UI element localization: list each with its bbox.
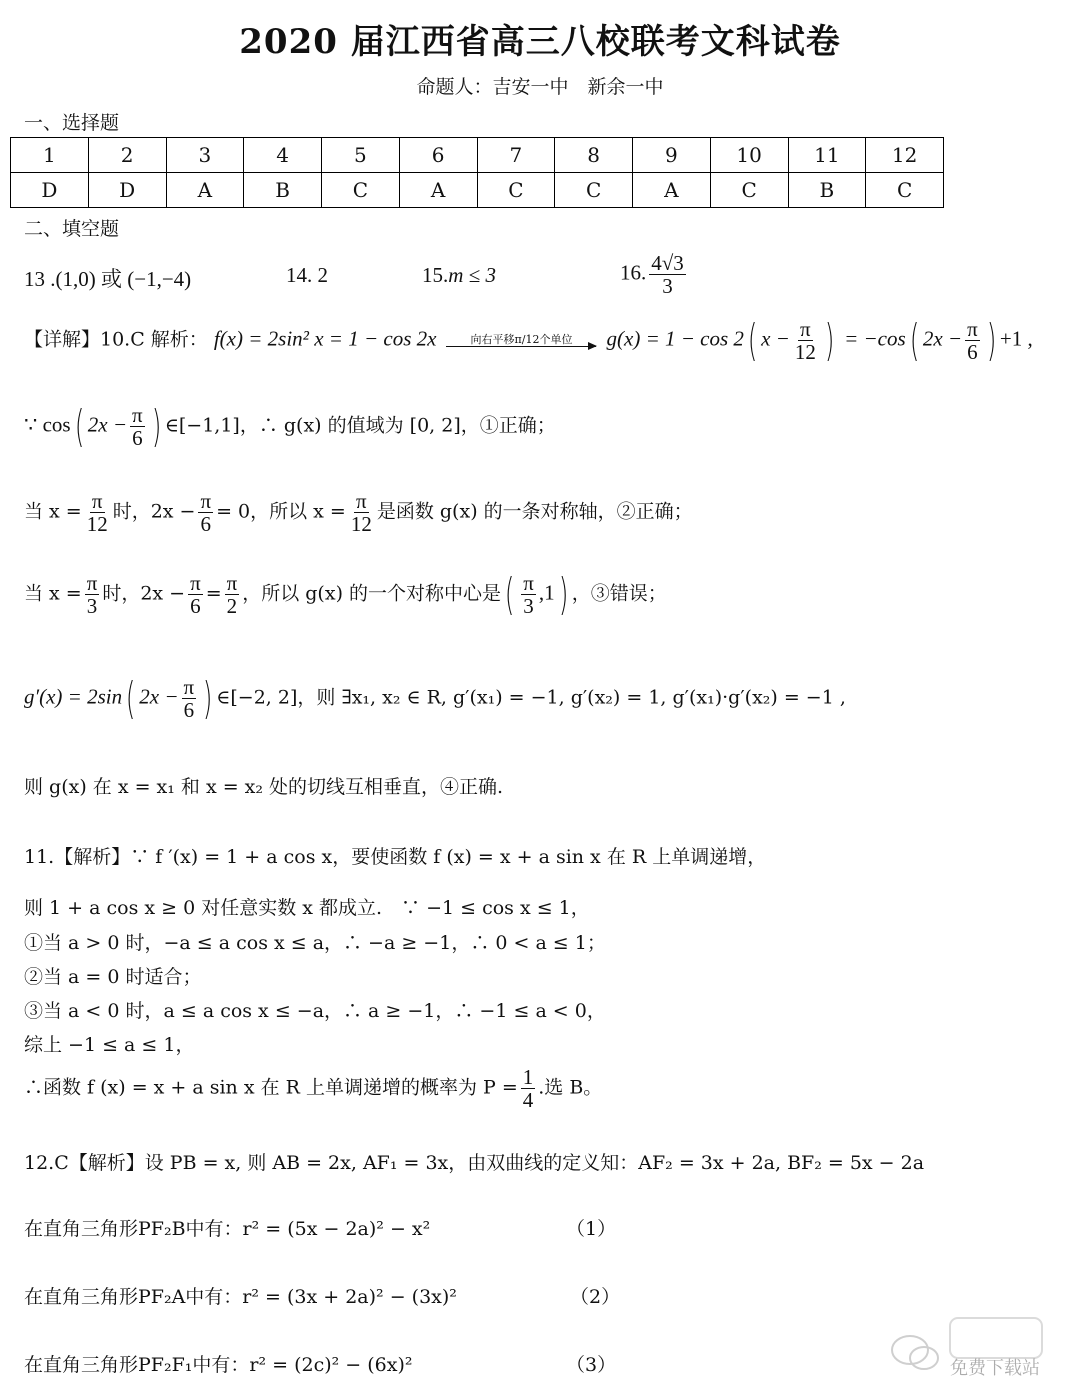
detail10-l4-frac1 — [85, 572, 100, 617]
detail12-line3 — [24, 1282, 457, 1309]
answer-q15-prefix: 15. — [422, 263, 449, 287]
left-paren-icon: ( — [909, 314, 919, 366]
detail10-line6: 则 g(x) 在 x = x₁ 和 x = x₂ 处的切线互相垂直，④正确. — [24, 776, 504, 798]
answer-table-answer-cell: C — [477, 173, 555, 208]
answer-table-number-cell: 8 — [555, 138, 633, 173]
detail10-l3-a: 当 x = — [24, 500, 82, 523]
frac-num: π — [183, 675, 195, 699]
frac-num: π — [86, 571, 98, 595]
right-paren-icon: ) — [824, 314, 835, 366]
detail10-l4-frac4 — [521, 572, 536, 617]
answer-q16 — [620, 252, 689, 297]
answer-table-number-cell: 2 — [88, 138, 166, 173]
answer-table-answer-cell: C — [710, 173, 788, 208]
section-choice: 一、选择题 — [24, 112, 120, 134]
frac-num: π — [132, 403, 143, 427]
right-paren-icon: ) — [202, 672, 213, 724]
detail10-frac-pi6 — [965, 318, 980, 363]
answer-q16-fraction — [649, 252, 686, 297]
answer-table-answer-cell: D — [88, 173, 166, 208]
answer-table-number-cell: 3 — [166, 138, 244, 173]
detail10-l3-c: = 0，所以 x = — [216, 500, 346, 523]
frac-den: 4 — [522, 1088, 534, 1113]
detail10-g-expr-b: = −cos — [844, 326, 906, 351]
detail10-l5-b: ∈[−2, 2]，则 ∃x₁, x₂ ∈ R, g′(x₁) = −1, g′(x₂) = 1, g′(x₁)·g′(x₂) = −1 , — [216, 686, 846, 709]
answer-table-answer-cell: C — [322, 173, 400, 208]
detail10-label: 【详解】10.C 解析： — [24, 328, 208, 351]
frac-num: π — [91, 489, 103, 513]
detail10-line1 — [24, 314, 1033, 366]
detail10-l2-b: ∈[−1,1]，∴ g(x) 的值域为 [0, 2]，①正确； — [164, 414, 556, 437]
frac-num: π — [523, 571, 534, 595]
detail10-line4 — [24, 568, 667, 620]
detail10-l4-f: ，③错误； — [571, 582, 667, 605]
detail10-f-expr: f(x) = 2sin² x = 1 − cos 2x — [213, 326, 437, 351]
right-paren-icon: ) — [151, 400, 161, 452]
answer-q13: 13 .(1,0) 或 (−1,−4) — [24, 267, 192, 291]
frac-den: 3 — [523, 594, 534, 619]
detail11-line4: ②当 a = 0 时适合； — [24, 966, 202, 988]
detail12-l4-number: （3） — [566, 1354, 617, 1376]
frac-num: π — [967, 317, 978, 341]
frac-den: 6 — [200, 512, 212, 537]
left-paren-icon: ( — [504, 568, 515, 620]
detail10-l3-b: 时，2x − — [112, 500, 196, 523]
detail10-l5-a: g′(x) = 2sin — [24, 684, 123, 709]
answer-table-answer-cell: B — [244, 173, 322, 208]
detail10-l2-a: ∵ cos — [24, 412, 71, 437]
detail12-line1: 12.C【解析】设 PB = x, 则 AB = 2x, AF₁ = 3x，由双曲线的定义知：AF₂ = 3x + 2a, BF₂ = 5x − 2a — [24, 1152, 925, 1174]
left-paren-icon: ( — [125, 672, 136, 724]
answer-table-number-cell: 12 — [866, 138, 944, 173]
detail11-l7-frac — [521, 1066, 536, 1111]
detail11-l7-b: .选 B。 — [538, 1076, 603, 1099]
detail10-l3-frac1 — [85, 490, 110, 535]
frac-den: 12 — [794, 340, 816, 365]
left-paren-icon: ( — [747, 314, 758, 366]
answer-table-answer-cell: D — [11, 173, 89, 208]
section-fill: 二、填空题 — [24, 218, 120, 240]
answer-table-answer-cell: A — [166, 173, 244, 208]
answer-table-answer-cell: A — [399, 173, 477, 208]
detail10-l3-frac2 — [198, 490, 213, 535]
detail12-l2-number: （1） — [566, 1218, 617, 1240]
right-paren-icon: ) — [986, 314, 997, 366]
detail10-line3 — [24, 490, 693, 535]
answer-q15-value: m ≤ 3 — [448, 263, 496, 287]
frac-den: 12 — [350, 512, 372, 537]
detail10-arrow-label: 向右平移π/12个单位 — [470, 332, 573, 346]
answer-table-number-cell: 6 — [399, 138, 477, 173]
answer-table-answer-cell: A — [633, 173, 711, 208]
frac-num: π — [800, 317, 811, 341]
detail10-l4-frac2 — [188, 572, 203, 617]
frac-num: π — [190, 571, 201, 595]
detail12-line2 — [24, 1214, 430, 1241]
answer-table-answer-cell: C — [866, 173, 944, 208]
detail10-g-inner: x − — [761, 326, 790, 351]
right-paren-icon: ) — [558, 568, 568, 620]
left-paren-icon: ( — [74, 400, 84, 452]
detail10-l4-e: ,1 — [538, 580, 555, 605]
answer-table-answer-row — [11, 173, 944, 208]
detail11-line7 — [24, 1066, 602, 1111]
detail10-l5-inner: 2x − — [139, 684, 179, 709]
detail12-l3-text: 在直角三角形PF₂A中有：r² = (3x + 2a)² − (3x)² — [24, 1286, 457, 1308]
detail10-l2-frac — [130, 404, 145, 449]
detail10-line5 — [24, 672, 846, 724]
frac-num: π — [200, 489, 212, 513]
detail12-line4 — [24, 1350, 413, 1377]
frac-den: 6 — [132, 426, 143, 451]
detail12-l4-text: 在直角三角形PF₂F₁中有：r² = (2c)² − (6x)² — [24, 1354, 413, 1376]
detail10-g-expr-a: g(x) = 1 − cos 2 — [606, 326, 744, 351]
frac-den: 3 — [86, 594, 98, 619]
answer-q16-denominator: 3 — [662, 274, 673, 299]
detail10-l4-a: 当 x = — [24, 582, 82, 605]
detail12-l3-number: （2） — [570, 1286, 621, 1308]
frac-den: 6 — [183, 698, 195, 723]
page-subtitle: 命题人：吉安一中 新余一中 — [416, 76, 664, 98]
detail10-line2 — [24, 400, 556, 452]
answer-table-number-cell: 9 — [633, 138, 711, 173]
detail10-l4-b: 时，2x − — [102, 582, 186, 605]
answer-table-answer-cell: C — [555, 173, 633, 208]
frac-num: π — [356, 489, 367, 513]
detail10-frac-pi12 — [793, 318, 818, 363]
answer-q16-prefix: 16. — [620, 260, 647, 285]
detail10-l3-d: 是函数 g(x) 的一条对称轴，②正确； — [376, 500, 693, 523]
detail10-shift-arrow — [446, 334, 596, 347]
detail10-l4-d: ，所以 g(x) 的一个对称中心是 — [242, 582, 502, 605]
answer-table-number-cell: 5 — [322, 138, 400, 173]
answer-table-number-cell: 11 — [788, 138, 866, 173]
page-title: 2020 届江西省高三八校联考文科试卷 — [239, 22, 841, 62]
frac-num: π — [226, 571, 238, 595]
watermark-text: 免费下载站 — [950, 1358, 1040, 1379]
answer-table-number-cell: 10 — [710, 138, 788, 173]
frac-den: 12 — [86, 512, 108, 537]
detail11-l7-a: ∴函数 f (x) = x + a sin x 在 R 上单调递增的概率为 P = — [24, 1076, 518, 1099]
answer-table-number-cell: 1 — [11, 138, 89, 173]
answer-table-number-cell: 4 — [244, 138, 322, 173]
detail11-line1: 11.【解析】∵ f ′(x) = 1 + a cos x，要使函数 f (x) = x + a sin x 在 R 上单调递增， — [24, 846, 767, 868]
detail10-l4-c: = — [205, 582, 222, 605]
detail11-line5: ③当 a < 0 时，a ≤ a cos x ≤ −a，∴ a ≥ −1，∴ −1 ≤ a < 0， — [24, 1000, 606, 1022]
answer-table-answer-cell: B — [788, 173, 866, 208]
detail11-line3: ①当 a > 0 时，−a ≤ a cos x ≤ a，∴ −a ≥ −1，∴ 0 < a ≤ 1； — [24, 932, 606, 954]
detail10-l5-frac — [182, 676, 197, 721]
answer-q14: 14. 2 — [286, 263, 328, 287]
detail11-line6: 综上 −1 ≤ a ≤ 1， — [24, 1034, 195, 1056]
right-arrow-icon — [446, 346, 596, 347]
answer-table-number-cell: 7 — [477, 138, 555, 173]
answer-table — [10, 137, 944, 208]
answer-table-number-row — [11, 138, 944, 173]
detail11-line2: 则 1 + a cos x ≥ 0 对任意实数 x 都成立. ∵ −1 ≤ cos x ≤ 1， — [24, 897, 590, 919]
detail10-l4-frac3 — [225, 572, 240, 617]
detail10-g-inner2: 2x − — [922, 326, 963, 351]
frac-den: 6 — [967, 340, 978, 365]
answer-q16-numerator: 4√3 — [651, 251, 684, 275]
frac-den: 2 — [226, 594, 238, 619]
frac-den: 6 — [190, 594, 201, 619]
answer-q15 — [422, 263, 496, 288]
detail10-l2-inner: 2x − — [87, 412, 128, 437]
detail10-l3-frac3 — [349, 490, 374, 535]
detail12-l2-text: 在直角三角形PF₂B中有：r² = (5x − 2a)² − x² — [24, 1218, 431, 1240]
frac-num: 1 — [522, 1065, 534, 1089]
detail10-g-tail: +1 , — [999, 326, 1033, 351]
